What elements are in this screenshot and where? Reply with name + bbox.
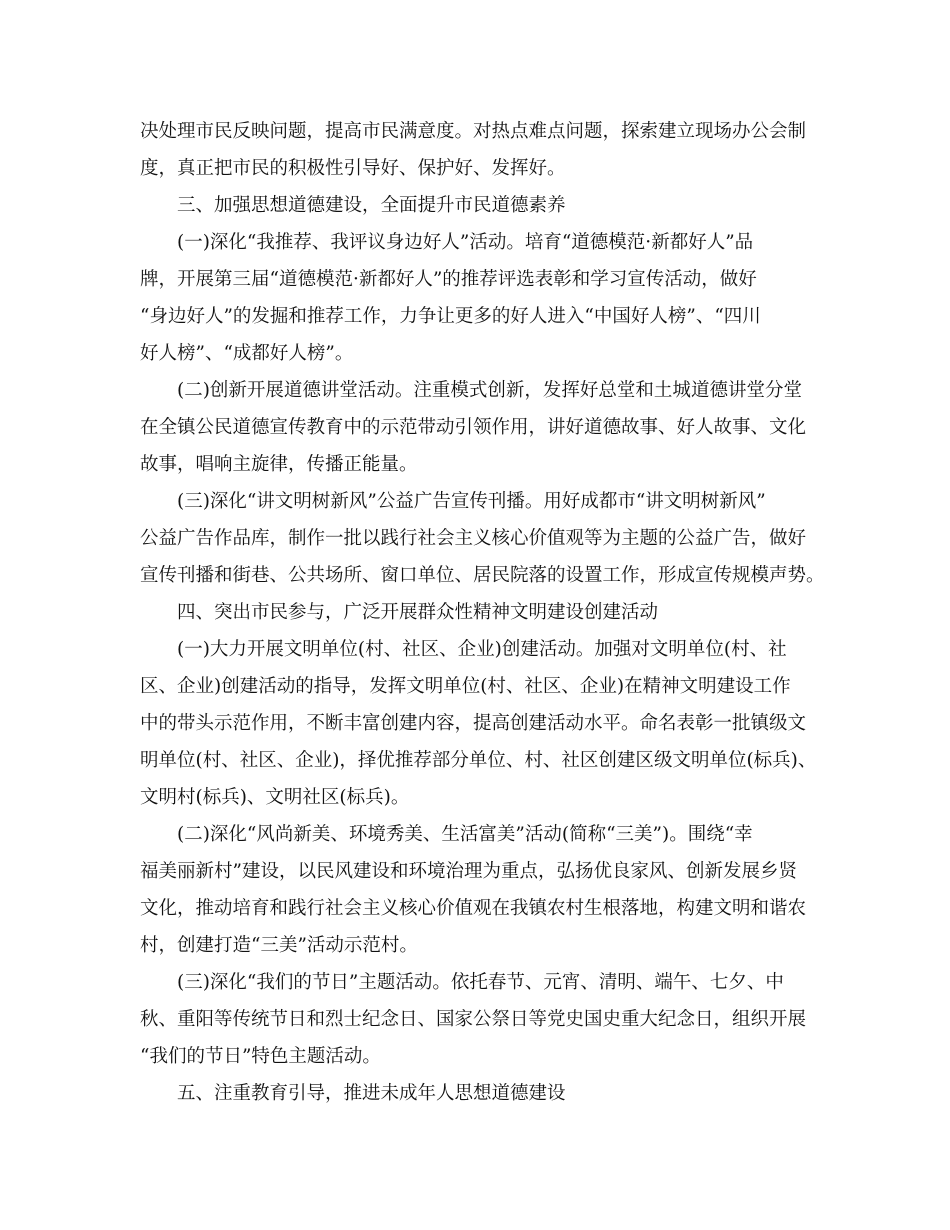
- text-line: (一)大力开展文明单位(村、社区、企业)创建活动。加强对文明单位(村、社: [177, 639, 787, 660]
- text-line: 中的带头示范作用，不断丰富创建内容，提高创建活动水平。命名表彰一批镇级文: [140, 713, 807, 734]
- text-line: 度，真正把市民的积极性引导好、保护好、发挥好。: [140, 158, 566, 179]
- text-line: 三、加强思想道德建设，全面提升市民道德素养: [177, 195, 566, 216]
- text-line: “我们的节日”特色主题活动。: [140, 1046, 381, 1067]
- text-line: 村，创建打造“三美”活动示范村。: [140, 935, 418, 956]
- text-line: 宣传刊播和街巷、公共场所、窗口单位、居民院落的设置工作，形成宣传规模声势。: [140, 565, 825, 586]
- text-line: 好人榜”、“成都好人榜”。: [140, 343, 354, 364]
- text-line: “身边好人”的发掘和推荐工作，力争让更多的好人进入“中国好人榜”、“四川: [140, 306, 761, 327]
- text-line: (二)深化“风尚新美、环境秀美、生活富美”活动(简称“三美”)。围绕“幸: [177, 824, 753, 845]
- document-page: [140, 113, 830, 1112]
- text-line: 区、企业)创建活动的指导，发挥文明单位(村、社区、企业)在精神文明建设工作: [140, 676, 791, 697]
- text-line: (三)深化“我们的节日”主题活动。依托春节、元宵、清明、端午、七夕、中: [177, 972, 784, 993]
- text-line: 在全镇公民道德宣传教育中的示范带动引领作用，讲好道德故事、好人故事、文化: [140, 417, 807, 438]
- text-line: 公益广告作品库，制作一批以践行社会主义核心价值观等为主题的公益广告，做好: [140, 528, 807, 549]
- text-line: 文明村(标兵)、文明社区(标兵)。: [140, 787, 410, 808]
- text-line: (二)创新开展道德讲堂活动。注重模式创新，发挥好总堂和土城道德讲堂分堂: [177, 380, 802, 401]
- text-line: 五、注重教育引导，推进未成年人思想道德建设: [177, 1083, 566, 1104]
- text-line: 明单位(村、社区、企业)，择优推荐部分单位、村、社区创建区级文明单位(标兵)、: [140, 750, 817, 771]
- text-line: 福美丽新村”建设，以民风建设和环境治理为重点，弘扬优良家风、创新发展乡贤: [140, 861, 797, 882]
- text-line: 故事，唱响主旋律，传播正能量。: [140, 454, 418, 475]
- text-line: 秋、重阳等传统节日和烈士纪念日、国家公祭日等党史国史重大纪念日，组织开展: [140, 1009, 807, 1030]
- text-line: 四、突出市民参与，广泛开展群众性精神文明建设创建活动: [177, 602, 659, 623]
- text-line: 决处理市民反映问题，提高市民满意度。对热点难点问题，探索建立现场办公会制: [140, 121, 807, 142]
- text-line: (一)深化“我推荐、我评议身边好人”活动。培育“道德模范·新都好人”品: [177, 232, 754, 253]
- text-line: (三)深化“讲文明树新风”公益广告宣传刊播。用好成都市“讲文明树新风”: [177, 491, 766, 512]
- text-line: 文化，推动培育和践行社会主义核心价值观在我镇农村生根落地，构建文明和谐农: [140, 898, 807, 919]
- text-line: 牌，开展第三届“道德模范·新都好人”的推荐评选表彰和学习宣传活动，做好: [140, 269, 757, 290]
